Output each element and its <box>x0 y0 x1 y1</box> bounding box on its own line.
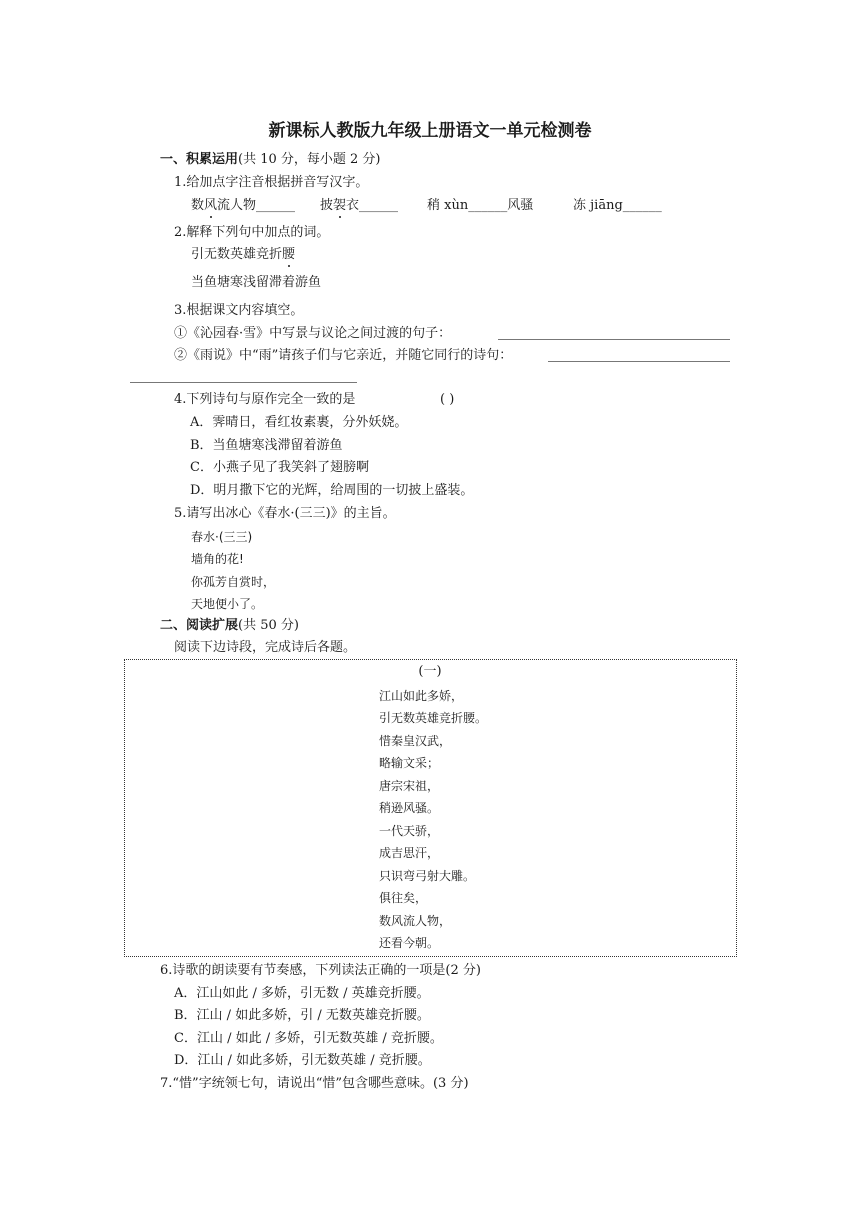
dotted-char: 袈 <box>333 198 347 213</box>
section-2-intro: 阅读下边诗段，完成诗后各题。 <box>174 640 357 655</box>
q4-answer-paren: ( ) <box>440 392 455 407</box>
poem-line: 稍逊风骚。 <box>379 801 440 815</box>
poem-line: 引无数英雄竞折腰。 <box>379 711 488 725</box>
poem-line: 数风流人物， <box>379 914 452 928</box>
answer-line[interactable] <box>130 382 357 383</box>
q4-option-b: B．当鱼塘寒浅滞留着游鱼 <box>190 438 343 453</box>
page-title: 新课标人教版九年级上册语文一单元检测卷 <box>268 121 592 141</box>
poem-line: 还看今朝。 <box>379 936 440 950</box>
dotted-char: 腰 <box>282 247 296 262</box>
q2-stem: 2.解释下列句中加点的词。 <box>174 225 330 240</box>
q1-item-1-text: 数 <box>191 198 205 213</box>
section-1-heading: 一、积累运用 <box>160 152 239 167</box>
section-2-note: (共 50 分) <box>238 618 299 633</box>
q6-option-b: B．江山 / 如此多娇，引 / 无数英雄竞折腰。 <box>174 1008 430 1023</box>
q1-item-2 <box>320 197 398 215</box>
q6-stem: 6.诗歌的朗读要有节奏感，下列读法正确的一项是(2 分) <box>160 963 481 978</box>
q1-item-2-text: 披 <box>320 198 334 213</box>
q7-stem: 7.“惜”字统领七句，请说出“惜”包含哪些意味。(3 分) <box>160 1076 469 1091</box>
answer-line[interactable] <box>498 339 730 340</box>
q3-item-1: ①《沁园春·雪》中写景与议论之间过渡的句子： <box>174 326 452 341</box>
q6-option-d: D．江山 / 如此多娇，引无数英雄 / 竞折腰。 <box>174 1053 431 1068</box>
poem-line: 只识弯弓射大雕。 <box>379 869 476 883</box>
section-2-header <box>160 617 299 635</box>
q1-item-1-blank: 流人物______ <box>217 198 296 213</box>
q5-stem: 5.请写出冰心《春水·(三三)》的主旨。 <box>174 506 396 521</box>
poem-line: 一代天骄， <box>379 824 440 838</box>
section-1-note: (共 10 分，每小题 2 分) <box>238 152 381 167</box>
q2-line-2: 当鱼塘寒浅留滞着游鱼 <box>191 275 322 290</box>
poem-line: 成吉思汗， <box>379 846 440 860</box>
q6-option-a: A．江山如此 / 多娇，引无数 / 英雄竞折腰。 <box>174 986 430 1001</box>
poem-line: 江山如此多娇， <box>379 689 464 703</box>
section-2-heading: 二、阅读扩展 <box>160 618 239 633</box>
dotted-char: 风 <box>204 198 218 213</box>
q1-stem: 1.给加点字注音根据拼音写汉字。 <box>174 175 369 190</box>
q3-stem: 3.根据课文内容填空。 <box>174 303 304 318</box>
q3-item-2: ②《雨说》中“雨”请孩子们与它亲近，并随它同行的诗句： <box>174 348 513 363</box>
q2-line-1-text: 引无数英雄竞折 <box>191 247 283 262</box>
answer-line[interactable] <box>548 361 730 362</box>
q1-item-3: 稍 xùn______风骚 <box>427 198 534 213</box>
q4-option-c: C．小燕子见了我笑斜了翅膀啊 <box>190 460 369 475</box>
poem-line: 惜秦皇汉武， <box>379 734 452 748</box>
poem-line: 俱往矣， <box>379 891 428 905</box>
section-1-header <box>160 151 381 169</box>
q2-line-1 <box>191 246 295 264</box>
q5-poem-line: 天地便小了。 <box>191 597 264 611</box>
q1-item-4: 冻 jiāng______ <box>573 198 662 213</box>
q1-item-1 <box>191 197 295 215</box>
q4-option-a: A．霁晴日，看红妆素裹，分外妖娆。 <box>190 415 408 430</box>
q6-option-c: C．江山 / 如此 / 多娇，引无数英雄 / 竞折腰。 <box>174 1031 443 1046</box>
q1-item-2-blank: 衣______ <box>346 198 399 213</box>
q5-poem-line: 你孤芳自赏时， <box>191 575 276 589</box>
q4-stem: 4.下列诗句与原作完全一致的是 <box>174 392 356 407</box>
poem-line: 略输文采； <box>379 756 440 770</box>
q4-option-d: D．明月撒下它的光辉，给周围的一切披上盛装。 <box>190 483 474 498</box>
q5-poem-line: 墙角的花! <box>191 552 244 566</box>
poem-label: (一) <box>418 664 442 679</box>
q5-poem-line: 春水·(三三) <box>191 530 253 544</box>
poem-line: 唐宗宋祖， <box>379 779 440 793</box>
